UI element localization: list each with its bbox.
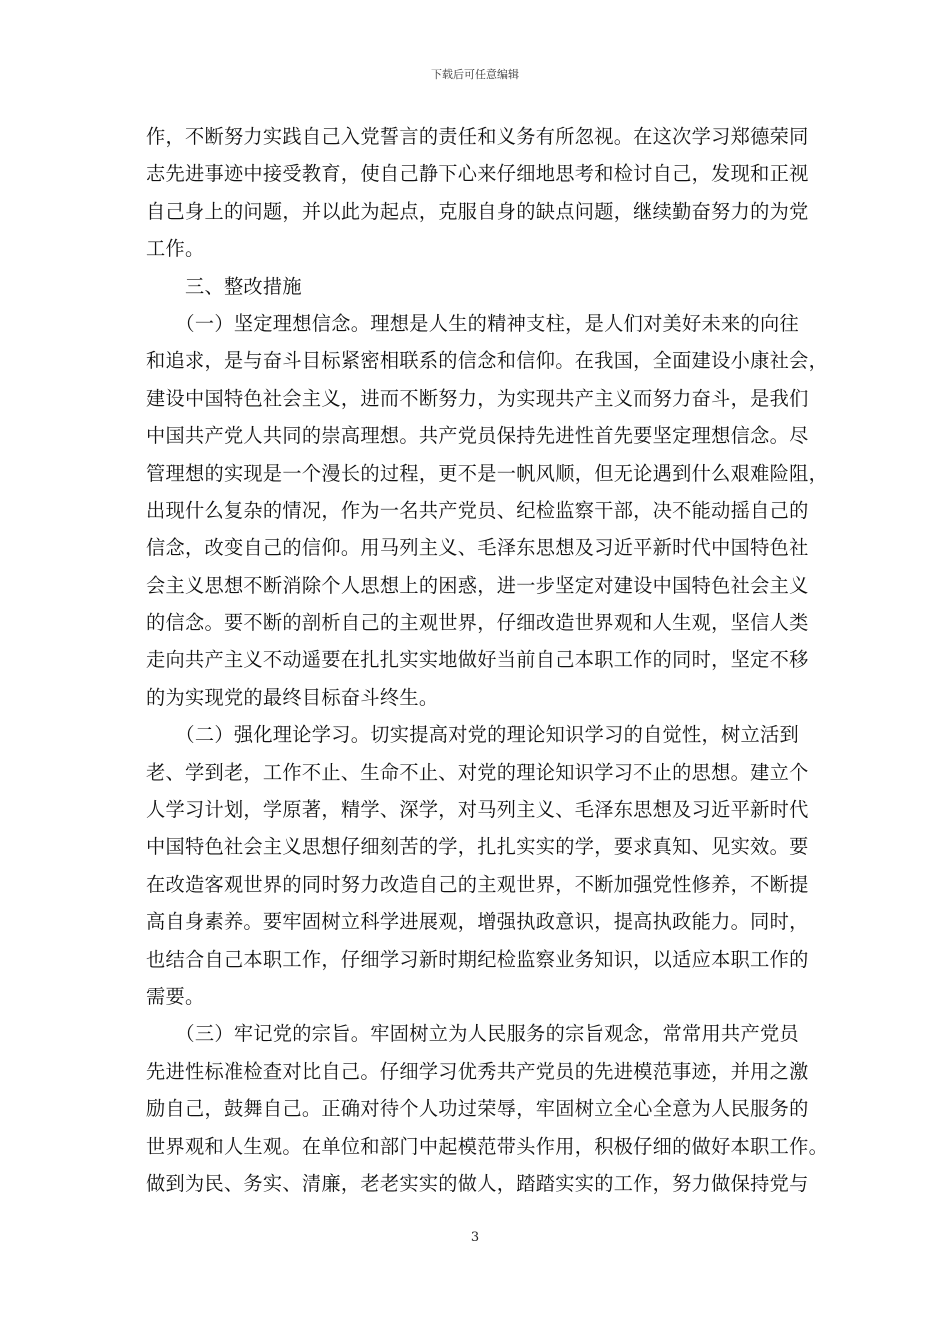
text-line: （三）牢记党的宗旨。牢固树立为人民服务的宗旨观念，常常用共产党员 (146, 1022, 799, 1046)
text-line: 自己身上的问题，并以此为起点，克服自身的缺点问题，继续勤奋努力的为党 (146, 199, 809, 223)
text-line: 世界观和人生观。在单位和部门中起模范带头作用，积极仔细的做好本职工作。 (146, 1134, 829, 1158)
section-heading: 三、整改措施 (146, 274, 302, 298)
text-line: 工作。 (146, 237, 205, 261)
text-line: 出现什么复杂的情况，作为一名共产党员、纪检监察干部，决不能动摇自己的 (146, 498, 809, 522)
text-line: 志先进事迹中接受教育，使自己静下心来仔细地思考和检讨自己，发现和正视 (146, 162, 809, 186)
text-line: 建设中国特色社会主义，进而不断努力，为实现共产主义而努力奋斗，是我们 (146, 386, 809, 410)
page-header: 下载后可任意编辑 (431, 68, 519, 81)
text-line: 中国共产党人共同的崇高理想。共产党员保持先进性首先要坚定理想信念。尽 (146, 424, 809, 448)
text-line: 人学习计划，学原著，精学、深学，对马列主义、毛泽东思想及习近平新时代 (146, 798, 809, 822)
text-line: 会主义思想不断消除个人思想上的困惑，进一步坚定对建设中国特色社会主义 (146, 573, 809, 597)
page-number: 3 (470, 1230, 480, 1245)
text-line: 做到为民、务实、清廉，老老实实的做人，踏踏实实的工作，努力做保持党与 (146, 1171, 809, 1195)
text-line: 的信念。要不断的剖析自己的主观世界，仔细改造世界观和人生观，坚信人类 (146, 611, 809, 635)
text-line: 作，不断努力实践自己入党誓言的责任和义务有所忽视。在这次学习郑德荣同 (146, 125, 809, 148)
text-line: 需要。 (146, 984, 205, 1008)
text-line: （一）坚定理想信念。理想是人生的精神支柱，是人们对美好未来的向往 (146, 311, 799, 335)
document-body (146, 118, 829, 1202)
text-line: 在改造客观世界的同时努力改造自己的主观世界，不断加强党性修养，不断提 (146, 872, 809, 896)
text-line: 也结合自己本职工作，仔细学习新时期纪检监察业务知识，以适应本职工作的 (146, 947, 809, 971)
text-line: 走向共产主义不动遥要在扎扎实实地做好当前自己本职工作的同时，坚定不移 (146, 648, 809, 672)
text-line: 老、学到老，工作不止、生命不止、对党的理论知识学习不止的思想。建立个 (146, 760, 809, 784)
text-line: 励自己，鼓舞自己。正确对待个人功过荣辱，牢固树立全心全意为人民服务的 (146, 1097, 809, 1121)
text-line: 信念，改变自己的信仰。用马列主义、毛泽东思想及习近平新时代中国特色社 (146, 536, 809, 560)
text-line: 和追求，是与奋斗目标紧密相联系的信念和信仰。在我国，全面建设小康社会， (146, 349, 829, 373)
text-line: 中国特色社会主义思想仔细刻苦的学，扎扎实实的学，要求真知、见实效。要 (146, 835, 809, 859)
text-line: （二）强化理论学习。切实提高对党的理论知识学习的自觉性，树立活到 (146, 723, 799, 747)
text-line: 管理想的实现是一个漫长的过程，更不是一帆风顺，但无论遇到什么艰难险阻， (146, 461, 829, 485)
text-line: 高自身素养。要牢固树立科学进展观，增强执政意识，提高执政能力。同时， (146, 910, 809, 934)
text-line: 先进性标准检查对比自己。仔细学习优秀共产党员的先进模范事迹，并用之激 (146, 1059, 809, 1083)
text-line: 的为实现党的最终目标奋斗终生。 (146, 685, 439, 709)
